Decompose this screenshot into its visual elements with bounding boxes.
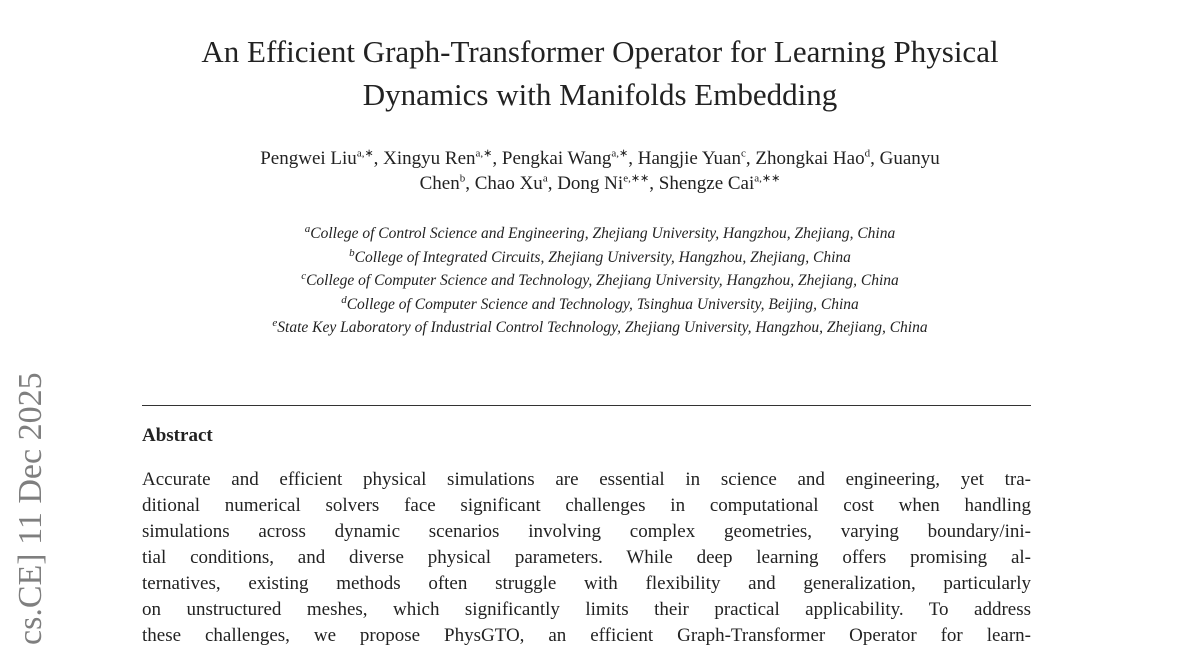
abstract-line: ditional numerical solvers face significant challenges in computational cost when handling — [142, 495, 1031, 516]
author-name: Chen — [419, 173, 460, 194]
author-affiliation-marker: b — [459, 172, 466, 185]
author-line-2: Chen$^b$, Chao Xu$^a$, Dong $Ni^{e,∗∗}$, Shengze Cai$^{a,∗∗}$ — [419, 172, 781, 194]
author-name: Guanyu — [879, 148, 940, 169]
abstract-heading: Abstract — [142, 425, 213, 446]
title-line-2: Dynamics with Manifolds Embedding — [362, 77, 838, 112]
author-affiliation-marker: a,∗∗ — [754, 172, 781, 185]
author-name: Chao Xu — [474, 173, 543, 194]
affiliation-text: College of Integrated Circuits, Zhejiang University, Hangzhou, Zhejiang, China — [354, 248, 851, 266]
affiliation-item — [100, 269, 1100, 293]
affiliation-marker: a — [304, 222, 311, 235]
author-affiliation-marker: c — [740, 147, 746, 160]
section-divider — [142, 405, 1031, 406]
author-name: Shengze Cai — [658, 173, 755, 194]
abstract-line: simulations across dynamic scenarios involving complex geometries, varying boundary/ini- — [142, 521, 1031, 542]
affiliation-item — [100, 246, 1100, 270]
affiliation-marker: c — [301, 269, 307, 282]
affiliation-text: College of Computer Science and Technology, Zhejiang University, Hangzhou, Zhejiang, China — [306, 272, 899, 289]
author-name: Dong Ni — [557, 173, 624, 194]
author-line-1: Pengwei Liu$^{a,∗}$, Xingyu Ren$^{a,∗}$, Pengkai Wang$^{a,∗}$, Hangjie Yuan$^c$, Zhongkai Hao$^d$, Guanyu — [260, 147, 940, 169]
affiliation-text: College of Control Science and Engineering, Zhejiang University, Hangzhou, Zhejiang, China — [310, 225, 896, 242]
author-affiliation-marker: a,∗ — [611, 147, 629, 160]
arxiv-side-stamp: cs.CE] 11 Dec 2025 — [12, 372, 49, 645]
abstract-body — [142, 467, 1031, 649]
affiliation-text: College of Computer Science and Technology, Tsinghua University, Beijing, China — [346, 295, 859, 313]
paper-title — [100, 30, 1100, 116]
author-name: Xingyu Ren — [383, 148, 476, 169]
affiliation-marker: d — [341, 293, 347, 306]
abstract-line: ternatives, existing methods often struggle with flexibility and generalization, particularly — [142, 573, 1031, 594]
affiliation-marker: b — [349, 246, 355, 259]
abstract-line: these challenges, we propose PhysGTO, an efficient Graph-Transformer Operator for learn- — [142, 625, 1031, 646]
author-affiliation-marker: a,∗ — [475, 147, 493, 160]
author-list — [120, 146, 1080, 196]
author-affiliation-marker: a,∗ — [356, 147, 374, 160]
author-affiliation-marker: a — [542, 172, 548, 185]
affiliation-marker: e — [272, 316, 278, 329]
affiliation-text: State Key Laboratory of Industrial Control Technology, Zhejiang University, Hangzhou, Zhejiang, China — [277, 319, 928, 336]
author-name: Pengkai Wang — [501, 148, 612, 169]
author-name: Hangjie Yuan — [637, 148, 741, 169]
affiliation-item — [100, 316, 1100, 340]
author-name: Zhongkai Hao — [755, 148, 865, 169]
author-affiliation-marker: d — [864, 147, 871, 160]
abstract-line: tial conditions, and diverse physical parameters. While deep learning offers promising al- — [142, 547, 1031, 568]
author-name: Pengwei Liu — [260, 148, 357, 169]
affiliation-list — [100, 222, 1100, 340]
affiliation-item — [100, 293, 1100, 317]
title-line-1: An Efficient Graph-Transformer Operator for Learning Physical — [201, 34, 999, 69]
abstract-line: on unstructured meshes, which significantly limits their practical applicability. To address — [142, 599, 1031, 620]
affiliation-item — [100, 222, 1100, 246]
author-affiliation-marker: e,∗∗ — [623, 172, 650, 185]
abstract-line: Accurate and efficient physical simulations are essential in science and engineering, yet tra- — [142, 469, 1031, 490]
